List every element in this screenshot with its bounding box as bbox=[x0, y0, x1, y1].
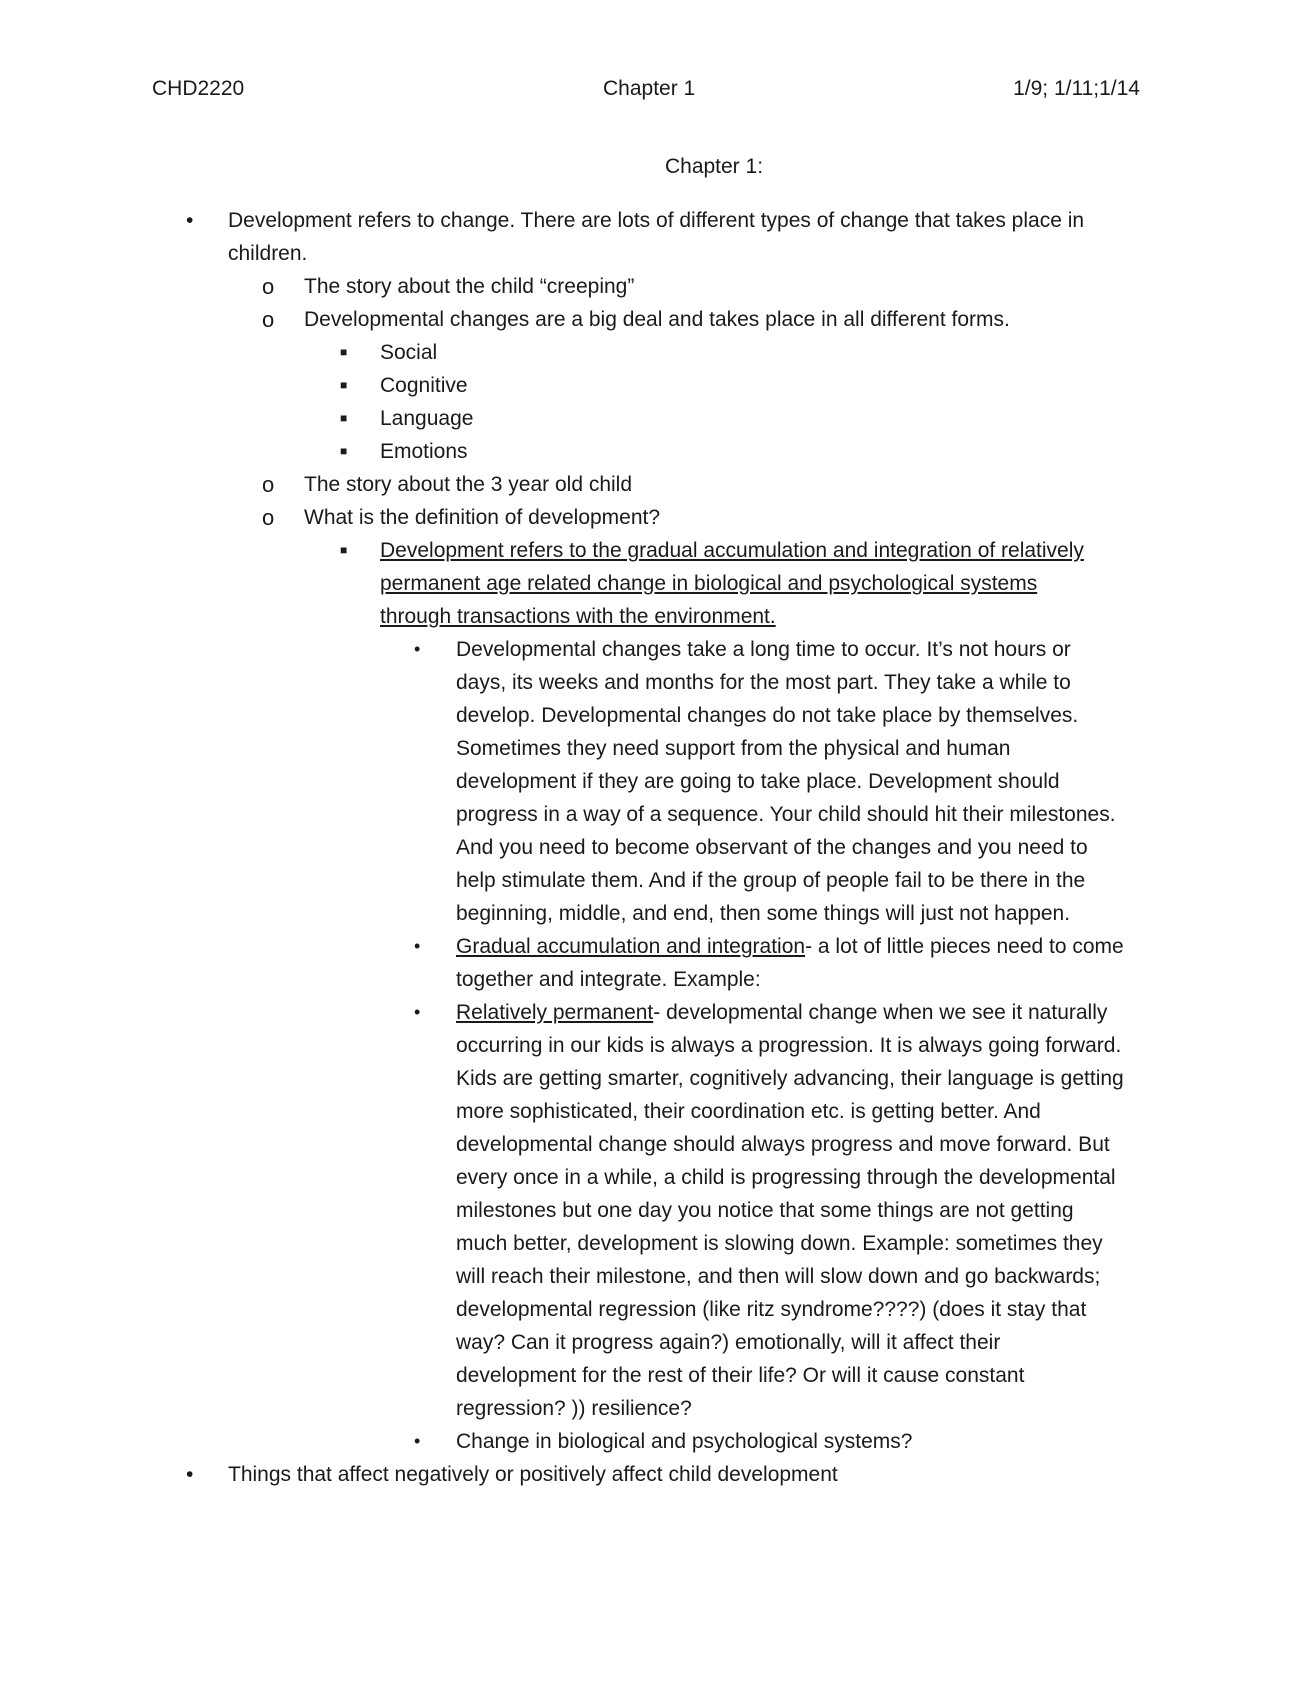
square-bullet-icon: ■ bbox=[340, 543, 348, 557]
square-bullet-icon: ■ bbox=[340, 411, 348, 425]
detail-text: - developmental change when we see it naturally occurring in our kids is always a progression. It is always going forward. Kids are getting smarter, cognitively advancing, their language is getting more sophisticated, their coordination etc. is getting better. And developmental change should always progress and move forward. But every once in a while, a child is progressing through the developmental milestones but one day you notice that some things are not getting much better, development is slowing down. Example: sometimes they will reach their milestone, and then will slow down and go backwards; developmental regression (like ritz syndrome????) (does it stay that way? Can it progress again?) emotionally, will it affect their development for the rest of their life? Or will it cause constant regression? )) resilience? bbox=[456, 1001, 1124, 1420]
bullet-icon: • bbox=[414, 936, 421, 956]
detail-text: Change in biological and psychological systems? bbox=[456, 1430, 913, 1453]
forms-list bbox=[338, 336, 1126, 468]
square-bullet-icon: ■ bbox=[340, 345, 348, 359]
term-text: Relatively permanent bbox=[456, 1001, 654, 1024]
list-item bbox=[338, 402, 1126, 435]
circle-bullet-icon: o bbox=[262, 307, 275, 332]
list-item bbox=[186, 204, 1126, 1458]
circle-bullet-icon: o bbox=[262, 505, 275, 530]
note-text: What is the definition of development? bbox=[304, 506, 661, 529]
form-label: Cognitive bbox=[380, 374, 468, 397]
list-item bbox=[338, 534, 1124, 1458]
form-label: Social bbox=[380, 341, 438, 364]
sub-list bbox=[262, 270, 1126, 1458]
note-text: Things that affect negatively or positively affect child development bbox=[228, 1463, 838, 1486]
bullet-icon: • bbox=[414, 639, 421, 659]
detail-list bbox=[414, 633, 1124, 1458]
header-dates: 1/9; 1/11;1/14 bbox=[1013, 77, 1140, 100]
note-text: Developmental changes are a big deal and takes place in all different forms. bbox=[304, 308, 1010, 331]
circle-bullet-icon: o bbox=[262, 274, 275, 299]
list-item bbox=[186, 1458, 1126, 1491]
bullet-icon: • bbox=[186, 1463, 194, 1486]
note-text: Development refers to change. There are lots of different types of change that takes place in children. bbox=[228, 209, 1085, 265]
list-item bbox=[414, 996, 1126, 1425]
term-text: Gradual accumulation and integration bbox=[456, 935, 806, 958]
list-item bbox=[262, 468, 1126, 501]
list-item bbox=[262, 303, 1126, 468]
header-course: CHD2220 bbox=[152, 77, 245, 100]
detail-text: Developmental changes take a long time to occur. It’s not hours or days, its weeks and months for the most part. They take a while to develop. Developmental changes do not take place by themselves. Sometimes they need support from the physical and human development if they are going to take place. Development should progress in a way of a sequence. Your child should hit their milestones. And you need to become observant of the changes and you need to help stimulate them. And if the group of people fail to be there in the beginning, middle, and end, then some things will just not happen. bbox=[456, 638, 1116, 925]
note-text: The story about the 3 year old child bbox=[304, 473, 633, 496]
list-item bbox=[262, 501, 1126, 1458]
square-bullet-icon: ■ bbox=[340, 378, 348, 392]
header-chapter: Chapter 1 bbox=[603, 77, 696, 100]
list-item bbox=[338, 435, 1126, 468]
square-bullet-icon: ■ bbox=[340, 444, 348, 458]
form-label: Language bbox=[380, 407, 474, 430]
list-item bbox=[338, 369, 1126, 402]
form-label: Emotions bbox=[380, 440, 468, 463]
list-item bbox=[414, 930, 1126, 996]
list-item bbox=[262, 270, 1126, 303]
bullet-icon: • bbox=[414, 1002, 421, 1022]
detail-text: - a lot of little pieces need to come together and integrate. Example: bbox=[456, 935, 1124, 991]
list-item bbox=[338, 336, 1126, 369]
note-text: The story about the child “creeping” bbox=[304, 275, 635, 298]
bullet-icon: • bbox=[186, 209, 194, 232]
notes-list bbox=[186, 204, 1126, 1491]
definition-list bbox=[338, 534, 1126, 1458]
list-item bbox=[414, 1425, 1126, 1458]
bullet-icon: • bbox=[414, 1431, 421, 1451]
definition-text: Development refers to the gradual accumulation and integration of relatively permanent age related change in biological and psychological systems through transactions with the environment. bbox=[380, 539, 1084, 628]
list-item bbox=[414, 633, 1126, 930]
circle-bullet-icon: o bbox=[262, 472, 275, 497]
page-title: Chapter 1: bbox=[664, 155, 764, 178]
